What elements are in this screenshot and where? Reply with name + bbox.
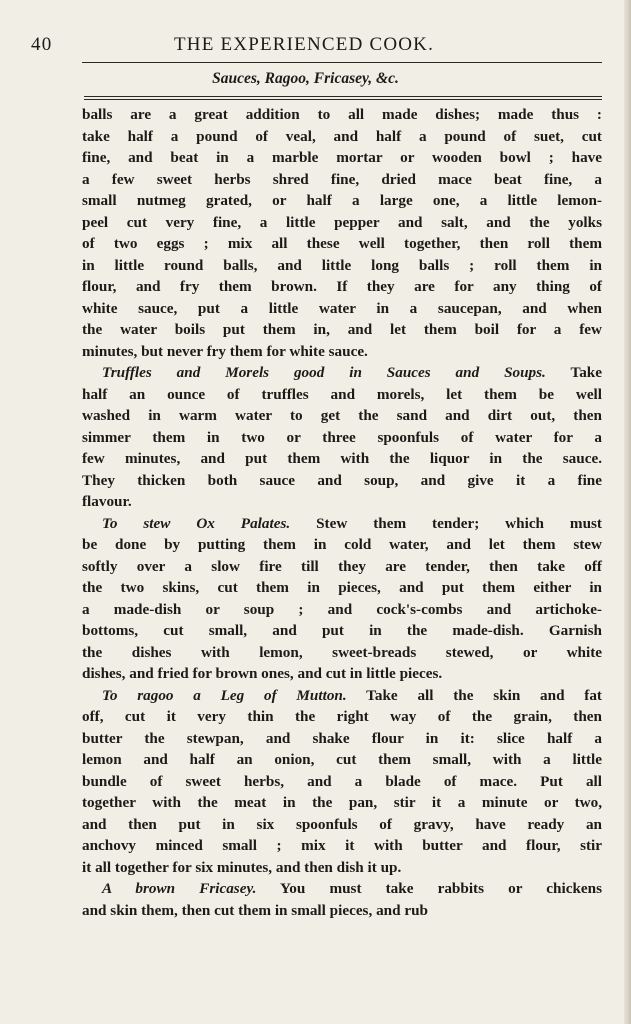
line-text: Take: [545, 364, 602, 381]
text-line: [82, 706, 602, 728]
text-line: [82, 771, 602, 793]
text-line: [82, 233, 602, 255]
line-text: few minutes, and put them with the liquor in the sauce.: [82, 450, 602, 467]
running-header: [31, 34, 601, 58]
line-text: it all together for six minutes, and then dish it up.: [82, 858, 402, 876]
line-text: of two eggs ; mix all these well together, then roll them: [82, 235, 602, 252]
line-text: washed in warm water to get the sand and dirt out, then: [82, 407, 602, 424]
text-line: [82, 857, 602, 879]
text-line: [82, 685, 602, 707]
text-line: [82, 749, 602, 771]
text-line: [82, 147, 602, 169]
text-line: [82, 534, 602, 556]
text-line: [82, 470, 602, 492]
text-line: [82, 620, 602, 642]
line-text: the two skins, cut them in pieces, and put them either in: [82, 579, 602, 596]
text-line: [82, 556, 602, 578]
line-text: simmer them in two or three spoonfuls of water for a: [82, 428, 602, 446]
line-text: minutes, but never fry them for white sauce.: [82, 342, 368, 360]
line-text: Take all the skin and fat: [346, 686, 602, 704]
line-text: a made-dish or soup ; and cock's-combs and artichoke-: [82, 600, 602, 618]
line-text: take half a pound of veal, and half a pound of suet, cut: [82, 127, 602, 145]
page-number: 40: [31, 34, 53, 55]
text-line: [82, 169, 602, 191]
line-text: Stew them tender; which must: [290, 514, 602, 532]
text-line: [82, 212, 602, 234]
line-text: off, cut it very thin the right way of the grain, then: [82, 708, 602, 725]
text-line: [82, 642, 602, 664]
line-text: together with the meat in the pan, stir it a minute or two,: [82, 794, 602, 811]
text-line: [82, 104, 602, 126]
text-line: [82, 448, 602, 470]
line-text: fine, and beat in a marble mortar or wooden bowl ; have: [82, 149, 602, 166]
section-rule-top: [84, 96, 602, 97]
text-line: [82, 728, 602, 750]
text-line: [82, 341, 602, 363]
recipe-title: To stew Ox Palates.: [102, 514, 291, 532]
section-rule-bottom: [84, 99, 602, 100]
line-text: be done by putting them in cold water, and let them stew: [82, 536, 602, 553]
text-line: [82, 900, 602, 922]
text-line: [82, 513, 602, 535]
text-line: [82, 577, 602, 599]
text-line: [82, 362, 602, 384]
line-text: softly over a slow fire till they are tender, then take off: [82, 557, 602, 575]
line-text: the water boils put them in, and let them boil for a few: [82, 321, 602, 338]
text-line: [82, 126, 602, 148]
line-text: small nutmeg grated, or half a large one, a little lemon-: [82, 192, 602, 209]
text-line: [82, 384, 602, 406]
text-line: [82, 405, 602, 427]
text-line: [82, 599, 602, 621]
text-line: [82, 319, 602, 341]
line-text: dishes, and fried for brown ones, and cut in little pieces.: [82, 665, 443, 682]
text-line: [82, 427, 602, 449]
recipe-title: Truffles and Morels good in Sauces and Soups.: [102, 364, 546, 381]
text-line: [82, 276, 602, 298]
text-line: [82, 814, 602, 836]
recipe-title: To ragoo a Leg of Mutton.: [102, 686, 347, 704]
line-text: the dishes with lemon, sweet-breads stewed, or white: [82, 643, 602, 661]
line-text: They thicken both sauce and soup, and give it a fine: [82, 471, 602, 489]
line-text: a few sweet herbs shred fine, dried mace beat fine, a: [82, 170, 602, 188]
line-text: anchovy minced small ; mix it with butter and flour, stir: [82, 837, 602, 854]
section-heading: Sauces, Ragoo, Fricasey, &c.: [212, 70, 399, 87]
line-text: and then put in six spoonfuls of gravy, have ready an: [82, 815, 602, 833]
text-line: [82, 792, 602, 814]
text-line: [82, 255, 602, 277]
body-text: [82, 104, 602, 921]
text-line: [82, 878, 602, 900]
line-text: bundle of sweet herbs, and a blade of mace. Put all: [82, 772, 602, 790]
header-rule: [82, 62, 602, 63]
line-text: You must take rabbits or chickens: [256, 880, 602, 897]
recipe-title: A brown Fricasey.: [102, 880, 257, 897]
running-title: THE EXPERIENCED COOK.: [174, 34, 435, 55]
text-line: [82, 491, 602, 513]
text-line: [82, 663, 602, 685]
line-text: white sauce, put a little water in a saucepan, and when: [82, 299, 602, 317]
line-text: bottoms, cut small, and put in the made-dish. Garnish: [82, 622, 602, 639]
line-text: peel cut very fine, a little pepper and salt, and the yolks: [82, 213, 602, 231]
section-heading-wrap: [0, 70, 631, 88]
line-text: flavour.: [82, 493, 132, 510]
line-text: in little round balls, and little long balls ; roll them in: [82, 256, 602, 274]
line-text: balls are a great addition to all made dishes; made thus :: [82, 106, 602, 123]
text-line: [82, 298, 602, 320]
line-text: flour, and fry them brown. If they are for any thing of: [82, 278, 602, 295]
line-text: and skin them, then cut them in small pieces, and rub: [82, 901, 428, 919]
line-text: butter the stewpan, and shake flour in it: slice half a: [82, 729, 602, 747]
page-edge: [624, 0, 631, 1024]
line-text: lemon and half an onion, cut them small, with a little: [82, 751, 602, 768]
text-line: [82, 190, 602, 212]
text-line: [82, 835, 602, 857]
line-text: half an ounce of truffles and morels, let them be well: [82, 385, 602, 403]
